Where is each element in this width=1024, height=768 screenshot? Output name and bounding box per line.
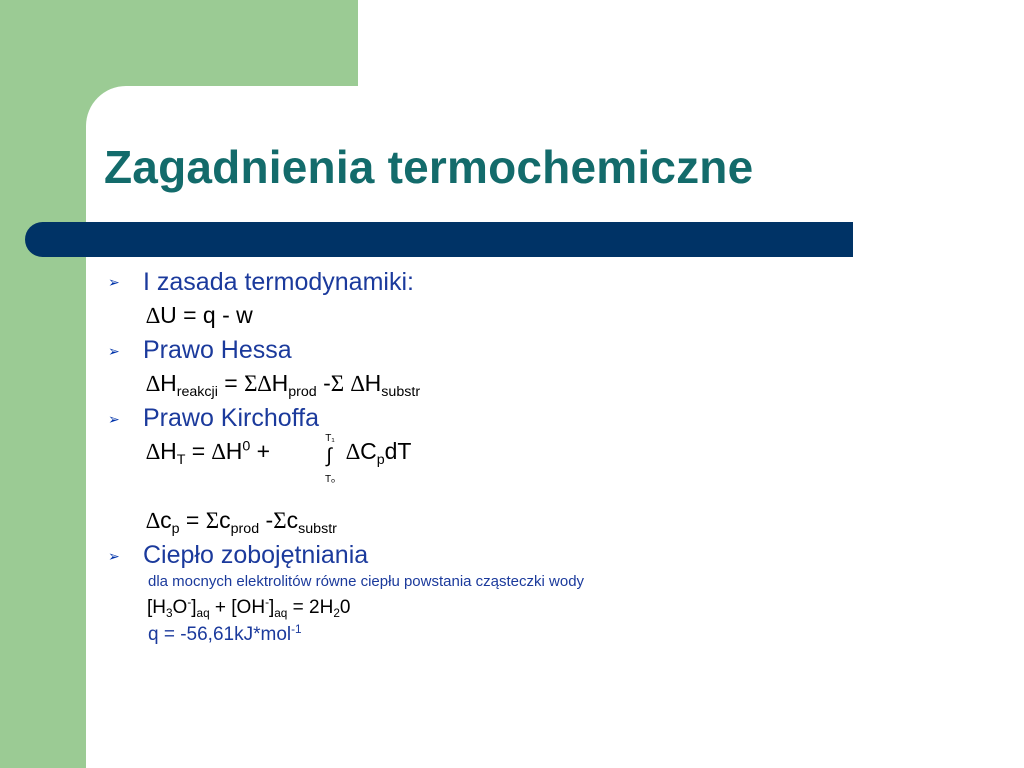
formula-kirchoff-1: $\Delta H_T = \Delta H^0$ +: [146, 438, 271, 468]
bullet-heading-neutralization: Ciepło zobojętniania: [143, 541, 369, 569]
formula-first-law: ∆U = q - w: [146, 302, 253, 328]
bullet-heading-kirchoff: Prawo Kirchoffa: [143, 404, 320, 432]
neutralization-equation: $[H_3O^-]_{aq} + [OH^-]_{aq} = 2H_20$: [147, 596, 351, 621]
formula-kirchoff-1-tail: $\Delta C_pdT$: [346, 438, 412, 468]
formula-hess: $\Delta H_{reakcji} = \Sigma\Delta H_{prod}$ -Σ $\Delta H_{substr}$: [146, 370, 421, 400]
slide-title: Zagadnienia termochemiczne: [104, 141, 754, 193]
integral-upper-limit: T₁: [325, 433, 335, 444]
neutralization-note: dla mocnych elektrolitów równe ciepłu powstania cząsteczki wody: [148, 573, 585, 590]
chevron-right-icon: ➢: [108, 343, 120, 359]
chevron-right-icon: ➢: [108, 548, 120, 564]
formula-kirchoff-2: $\Delta c_p = \Sigma c_{prod}$ $-\Sigma c_{substr}$: [146, 507, 337, 537]
bullet-heading-hess: Prawo Hessa: [143, 336, 292, 364]
title-underline-bar: [25, 222, 853, 257]
chevron-right-icon: ➢: [108, 411, 120, 427]
integral-lower-limit: Tₒ: [325, 474, 335, 485]
chevron-right-icon: ➢: [108, 274, 120, 290]
neutralization-heat-value: q = -56,61kJ*mol$^{-1}$: [148, 623, 302, 646]
integral-icon: ∫: [326, 445, 332, 467]
bullet-heading-first-law: I zasada termodynamiki:: [143, 268, 414, 296]
